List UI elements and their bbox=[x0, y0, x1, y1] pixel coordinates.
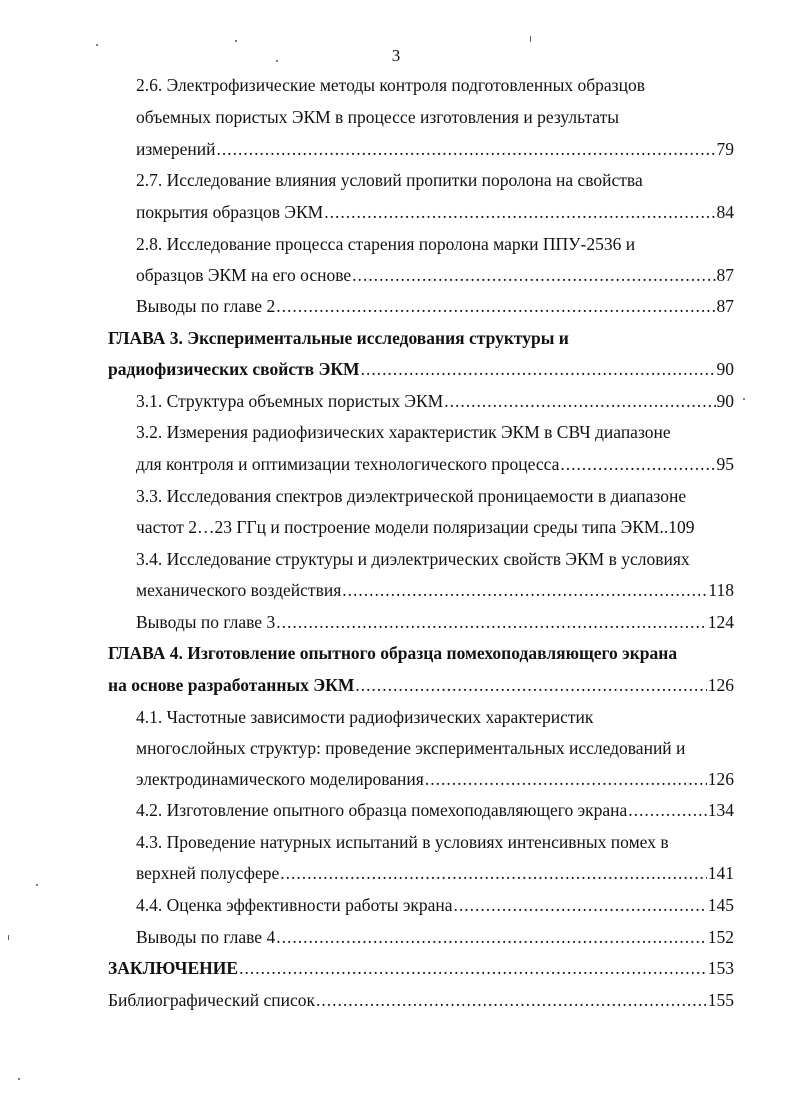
toc-4-1-line1: 4.1. Частотные зависимости радиофизических характеристик bbox=[136, 707, 594, 727]
scan-speck bbox=[276, 60, 278, 62]
leader-dots bbox=[276, 611, 707, 633]
leader-dots bbox=[276, 926, 707, 948]
toc-entry-4-1[interactable] bbox=[136, 768, 734, 790]
toc-3-1-title: 3.1. Структура объемных пористых ЭКМ bbox=[136, 391, 444, 411]
leader-dots bbox=[217, 138, 716, 160]
toc-entry-conclusions-2[interactable] bbox=[136, 295, 734, 317]
toc-2-8-line1: 2.8. Исследование процесса старения поролона марки ППУ-2536 и bbox=[136, 234, 636, 254]
scan-speck bbox=[530, 36, 531, 42]
toc-entry-2-8[interactable] bbox=[136, 264, 734, 286]
leader-dots bbox=[361, 358, 716, 380]
toc-entry-conclusions-4[interactable] bbox=[136, 926, 734, 948]
toc-conc2-title: Выводы по главе 2 bbox=[136, 296, 276, 316]
toc-4-4-page: 145 bbox=[707, 895, 734, 915]
toc-2-6-line2: объемных пористых ЭКМ в процессе изготовления и результаты bbox=[136, 107, 620, 127]
toc-2-7-line2: покрытия образцов ЭКМ bbox=[136, 202, 324, 222]
toc-entry-3-2[interactable] bbox=[136, 453, 734, 475]
toc-4-3-page: 141 bbox=[707, 863, 734, 883]
toc-3-2-line2: для контроля и оптимизации технологического процесса bbox=[136, 454, 560, 474]
toc-chapter-3-line2: радиофизических свойств ЭКМ bbox=[108, 359, 360, 379]
toc-entry-bibliography[interactable] bbox=[108, 989, 734, 1011]
leader-dots bbox=[425, 768, 707, 790]
toc-entry-3-4[interactable] bbox=[136, 579, 734, 601]
leader-dots bbox=[280, 862, 706, 884]
toc-4-3-line1: 4.3. Проведение натурных испытаний в условиях интенсивных помех в bbox=[136, 832, 669, 852]
toc-entry-2-6[interactable] bbox=[136, 138, 734, 160]
toc-entry-4-3[interactable] bbox=[136, 862, 734, 884]
toc-4-1-page: 126 bbox=[707, 769, 734, 789]
toc-3-4-line1: 3.4. Исследование структуры и диэлектрических свойств ЭКМ в условиях bbox=[136, 549, 690, 569]
toc-3-2-line1: 3.2. Измерения радиофизических характеристик ЭКМ в СВЧ диапазоне bbox=[136, 422, 671, 442]
toc-conc3-title: Выводы по главе 3 bbox=[136, 612, 276, 632]
leader-dots bbox=[454, 894, 707, 916]
toc-bibliography-page: 155 bbox=[707, 990, 734, 1010]
toc-entry-4-2[interactable] bbox=[136, 799, 734, 821]
scan-speck bbox=[96, 44, 98, 46]
toc-entry-2-7[interactable] bbox=[136, 201, 734, 223]
toc-chapter-4-line2: на основе разработанных ЭКМ bbox=[108, 675, 355, 695]
page-number: 3 bbox=[391, 46, 401, 65]
toc-2-8-page: 87 bbox=[716, 265, 734, 285]
toc-4-4-title: 4.4. Оценка эффективности работы экрана bbox=[136, 895, 453, 915]
leader-dots bbox=[444, 390, 715, 412]
scan-speck bbox=[36, 884, 38, 886]
toc-entry-conclusions-3[interactable] bbox=[136, 611, 734, 633]
leader-dots bbox=[239, 957, 707, 979]
toc-4-1-line3: электродинамического моделирования bbox=[136, 769, 424, 789]
scan-speck bbox=[8, 935, 9, 940]
toc-conc3-page: 124 bbox=[707, 612, 734, 632]
toc-3-3-line1: 3.3. Исследования спектров диэлектрической проницаемости в диапазоне bbox=[136, 486, 687, 506]
leader-dots bbox=[342, 579, 707, 601]
toc-bibliography-title: Библиографический список bbox=[108, 990, 316, 1010]
scan-speck bbox=[743, 398, 745, 400]
toc-2-6-page: 79 bbox=[716, 139, 734, 159]
leader-dots bbox=[352, 264, 715, 286]
toc-entry-chapter-4[interactable] bbox=[108, 674, 734, 696]
scan-speck bbox=[235, 40, 237, 42]
toc-2-6-line3: измерений bbox=[136, 139, 216, 159]
toc-4-3-line2: верхней полусфере bbox=[136, 863, 280, 883]
toc-entry-chapter-3[interactable] bbox=[108, 358, 734, 380]
toc-conc2-page: 87 bbox=[716, 296, 734, 316]
toc-conclusion-title: ЗАКЛЮЧЕНИЕ bbox=[108, 958, 239, 978]
toc-conclusion-page: 153 bbox=[707, 958, 734, 978]
toc-conc4-title: Выводы по главе 4 bbox=[136, 927, 276, 947]
toc-entry-conclusion[interactable] bbox=[108, 957, 734, 979]
toc-chapter-3-page: 90 bbox=[716, 359, 734, 379]
leader-dots bbox=[276, 295, 715, 317]
toc-4-2-page: 134 bbox=[707, 800, 734, 820]
toc-2-7-line1: 2.7. Исследование влияния условий пропитки поролона на свойства bbox=[136, 170, 643, 190]
leader-dots bbox=[628, 799, 706, 821]
toc-3-1-page: 90 bbox=[716, 391, 734, 411]
toc-3-2-page: 95 bbox=[716, 454, 734, 474]
toc-entry-3-1[interactable] bbox=[136, 390, 734, 412]
toc-4-1-line2: многослойных структур: проведение экспериментальных исследований и bbox=[136, 738, 686, 758]
toc-2-6-line1: 2.6. Электрофизические методы контроля подготовленных образцов bbox=[136, 75, 645, 95]
toc-3-4-line2: механического воздействия bbox=[136, 580, 342, 600]
leader-dots bbox=[324, 201, 715, 223]
toc-2-7-page: 84 bbox=[716, 202, 734, 222]
toc-3-4-page: 118 bbox=[708, 580, 734, 600]
toc-chapter-3-line1: ГЛАВА 3. Экспериментальные исследования структуры и bbox=[108, 328, 569, 348]
leader-dots bbox=[355, 674, 706, 696]
toc-4-2-title: 4.2. Изготовление опытного образца помехоподавляющего экрана bbox=[136, 800, 628, 820]
toc-entry-4-4[interactable] bbox=[136, 894, 734, 916]
toc-chapter-4-line1: ГЛАВА 4. Изготовление опытного образца помехоподавляющего экрана bbox=[108, 643, 678, 663]
leader-dots bbox=[316, 989, 707, 1011]
toc-conc4-page: 152 bbox=[707, 927, 734, 947]
toc-2-8-line2: образцов ЭКМ на его основе bbox=[136, 265, 352, 285]
toc-3-3-line2[interactable]: частот 2…23 ГГц и построение модели поляризации среды типа ЭКМ..109 bbox=[136, 517, 695, 537]
scan-speck bbox=[18, 1078, 20, 1080]
leader-dots bbox=[560, 453, 715, 475]
toc-chapter-4-page: 126 bbox=[707, 675, 734, 695]
